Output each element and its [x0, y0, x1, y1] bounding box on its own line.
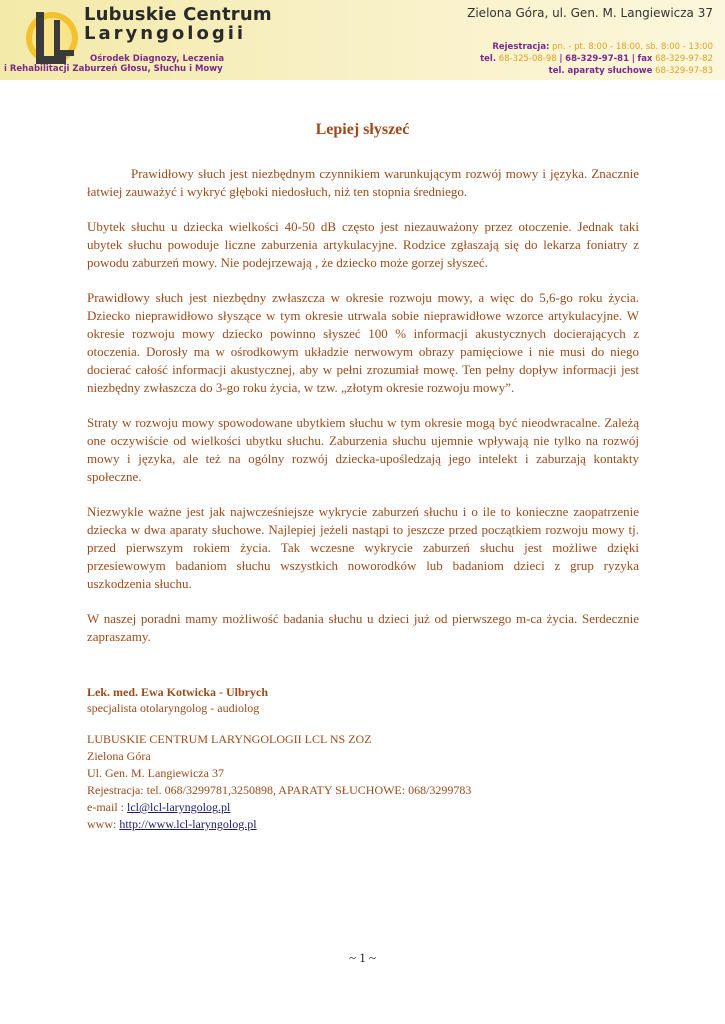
signature-role: specjalista otolaryngolog - audiolog [87, 701, 260, 715]
letterhead [0, 0, 725, 80]
logo-tagline-2: i Rehabilitacji Zaburzeń Głosu, Słuchu i Mowy [4, 64, 223, 74]
document-title: Lepiej słyszeć [315, 121, 410, 138]
devices-phone: 68-329-97-83 [655, 66, 713, 76]
header-hours [492, 42, 713, 52]
contact-org: LUBUSKIE CENTRUM LARYNGOLOGII LCL NS ZOZ [87, 732, 372, 746]
header-phones: tel. 68-325-08-98 | 68-329-97-81 | fax 68-329-97-82 [480, 54, 713, 64]
signature-name: Lek. med. Ewa Kotwicka - Ulbrych [87, 685, 268, 699]
phone-2: 68-329-97-81 [565, 54, 629, 64]
header-devices [549, 66, 713, 76]
lcl-logo-icon [22, 6, 80, 70]
signature-block [87, 684, 647, 716]
paragraph: Straty w rozwoju mowy spowodowane ubytkiem słuchu w tym okresie mogą być nieodwracalne. Zależą one oczywiście od wielkości ubytku słuchu. Zaburzenia słuchu ujemnie wpływają nie tylko na rozwój mowy i języka, ale też na ogólny rozwój dziecka-upośledzają jego intelekt i zaburzają kontakty społeczne. [87, 415, 639, 484]
logo-tagline-1: Ośrodek Diagnozy, Leczenia [90, 54, 225, 64]
email-label: e-mail : [87, 800, 124, 814]
logo-title-line1: Lubuskie Centrum [84, 4, 272, 25]
paragraph: Prawidłowy słuch jest niezbędny zwłaszcza w okresie rozwoju mowy, a więc do 5,6-go roku życia. Dziecko nieprawidłowo słyszące w tym okresie utrwala sobie nieprawidłowe wzorce artykulacyjne. W okresie rozwoju mowy dziecko powinno słyszeć 100 % informacji akustycznych docierających z otoczenia. Dorosły ma w ośrodkowym układzie nerwowym obrazy pamięciowe i nie musi do niego docierać całość informacji akustycznej, aby w pełni zrozumiał mowę. Ten pełny dopływ informacji jest niezbędny zwłaszcza do 3-go roku życia, w tzw. „złotym okresie rozwoju mowy”. [87, 290, 639, 395]
devices-label: tel. aparaty słuchowe [548, 66, 653, 76]
logo-title-line2: Laryngologii [84, 23, 247, 44]
email-link[interactable]: lcl@lcl-laryngolog.pl [126, 800, 231, 814]
phones-label: tel. [480, 54, 497, 64]
contact-www-row [87, 816, 647, 833]
header-address: Zielona Góra, ul. Gen. M. Langiewicza 37 [467, 6, 713, 20]
paragraph: Niezwykle ważne jest jak najwcześniejsze wykrycie zaburzeń słuchu i o ile to konieczne zaopatrzenie dziecka w dwa aparaty słuchowe. Najlepiej jeżeli nastąpi to jeszcze przed początkiem rozwoju mowy tj. przed pierwszym rokiem życia. Tak wczesne wykrycie zaburzeń słuchu jest możliwe dzięki przesiewowym badaniom słuchu wszystkich noworodków lub badaniom dzieci z grup ryzyka uszkodzenia słuchu. [87, 504, 639, 591]
page-number: ~ 1 ~ [348, 950, 377, 965]
paragraph: W naszej poradni mamy możliwość badania słuchu u dzieci już od pierwszego m-ca życia. Serdecznie zapraszamy. [87, 611, 639, 644]
fax-value: 68-329-97-82 [655, 54, 713, 64]
contact-street: Ul. Gen. M. Langiewicza 37 [87, 766, 224, 780]
document-body [87, 165, 639, 663]
fax-label: fax [637, 54, 653, 64]
paragraph: Prawidłowy słuch jest niezbędnym czynnikiem warunkującym rozwój mowy i języka. Znacznie łatwiej zauważyć i wykryć głęboki niedosłuch, niż ten stopnia średniego. [87, 166, 639, 199]
paragraph: Ubytek słuchu u dziecka wielkości 40-50 dB często jest niezauważony przez otoczenie. Jednak taki ubytek słuchu powoduje liczne zaburzenia artykulacyjne. Rodzice zgłaszają się do lekarza foniatry z powodu zaburzeń mowy. Nie podejrzewają , że dziecko może gorzej słyszeć. [87, 219, 639, 270]
contact-email-row [87, 799, 647, 816]
hours-value: pn. - pt. 8:00 - 18:00, sb. 8:00 - 13:00 [552, 42, 713, 52]
contact-block [87, 731, 647, 833]
contact-city: Zielona Góra [87, 749, 151, 763]
phone-1: 68-325-08-98 [498, 54, 557, 64]
www-label: www: [87, 817, 117, 831]
hours-label: Rejestracja: [492, 42, 550, 52]
website-link[interactable]: http://www.lcl-laryngolog.pl [119, 817, 257, 831]
contact-registration: Rejestracja: tel. 068/3299781,3250898, APARATY SŁUCHOWE: 068/3299783 [87, 783, 472, 797]
